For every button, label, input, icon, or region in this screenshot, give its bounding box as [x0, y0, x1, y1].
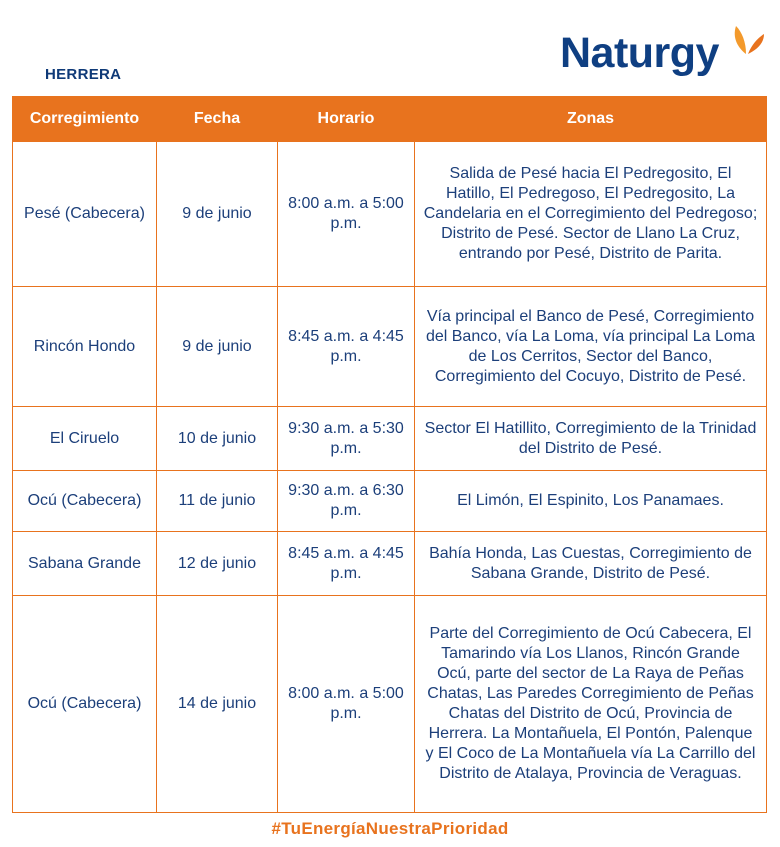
logo-wordmark: Naturgy: [560, 28, 719, 77]
table-row: [13, 532, 767, 596]
cell-corregimiento: Ocú (Cabecera): [13, 596, 157, 813]
cell-horario: 9:30 a.m. a 5:30 p.m.: [278, 407, 415, 471]
cell-zonas: Bahía Honda, Las Cuestas, Corregimiento de Sabana Grande, Distrito de Pesé.: [415, 532, 767, 596]
region-title: HERRERA: [45, 66, 122, 83]
cell-zonas: Parte del Corregimiento de Ocú Cabecera, El Tamarindo vía Los Llanos, Rincón Grande Ocú, parte del sector de La Raya de Peñas Chatas, Las Paredes Corregimiento de Peñas Chatas del Distrito de Ocú, Provincia de Herrera. La Montañuela, El Pontón, Palenque y El Coco de La Montañuela vía La Carrillo del Distrito de Atalaya, Provincia de Veraguas.: [415, 596, 767, 813]
cell-horario: 8:00 a.m. a 5:00 p.m.: [278, 142, 415, 287]
header-fecha: Fecha: [157, 97, 278, 142]
schedule-table: [12, 96, 767, 813]
table-row: [13, 407, 767, 471]
cell-zonas: Vía principal el Banco de Pesé, Corregimiento del Banco, vía La Loma, vía principal La Loma de Los Cerritos, Sector del Banco, Corregimiento del Cocuyo, Distrito de Pesé.: [415, 287, 767, 407]
table-header-row: [13, 97, 767, 142]
naturgy-logo: [560, 22, 772, 84]
cell-corregimiento: Sabana Grande: [13, 532, 157, 596]
cell-horario: 8:00 a.m. a 5:00 p.m.: [278, 596, 415, 813]
cell-fecha: 9 de junio: [157, 142, 278, 287]
header-corregimiento: Corregimiento: [13, 97, 157, 142]
cell-zonas: Salida de Pesé hacia El Pedregosito, El Hatillo, El Pedregoso, El Pedregosito, La Candelaria en el Corregimiento del Pedregoso; Distrito de Pesé. Sector de Llano La Cruz, entrando por Pesé, Distrito de Parita.: [415, 142, 767, 287]
table-row: [13, 596, 767, 813]
cell-corregimiento: Ocú (Cabecera): [13, 471, 157, 532]
cell-zonas: Sector El Hatillito, Corregimiento de la Trinidad del Distrito de Pesé.: [415, 407, 767, 471]
cell-fecha: 12 de junio: [157, 532, 278, 596]
table-row: [13, 142, 767, 287]
cell-fecha: 9 de junio: [157, 287, 278, 407]
cell-fecha: 11 de junio: [157, 471, 278, 532]
cell-horario: 9:30 a.m. a 6:30 p.m.: [278, 471, 415, 532]
cell-corregimiento: Rincón Hondo: [13, 287, 157, 407]
cell-fecha: 14 de junio: [157, 596, 278, 813]
table-row: [13, 287, 767, 407]
cell-horario: 8:45 a.m. a 4:45 p.m.: [278, 287, 415, 407]
cell-zonas: El Limón, El Espinito, Los Panamaes.: [415, 471, 767, 532]
butterfly-icon: [728, 24, 768, 60]
table-row: [13, 471, 767, 532]
cell-corregimiento: Pesé (Cabecera): [13, 142, 157, 287]
header-horario: Horario: [278, 97, 415, 142]
cell-horario: 8:45 a.m. a 4:45 p.m.: [278, 532, 415, 596]
header-zonas: Zonas: [415, 97, 767, 142]
cell-corregimiento: El Ciruelo: [13, 407, 157, 471]
hashtag-footer: #TuEnergíaNuestraPrioridad: [271, 819, 509, 838]
cell-fecha: 10 de junio: [157, 407, 278, 471]
